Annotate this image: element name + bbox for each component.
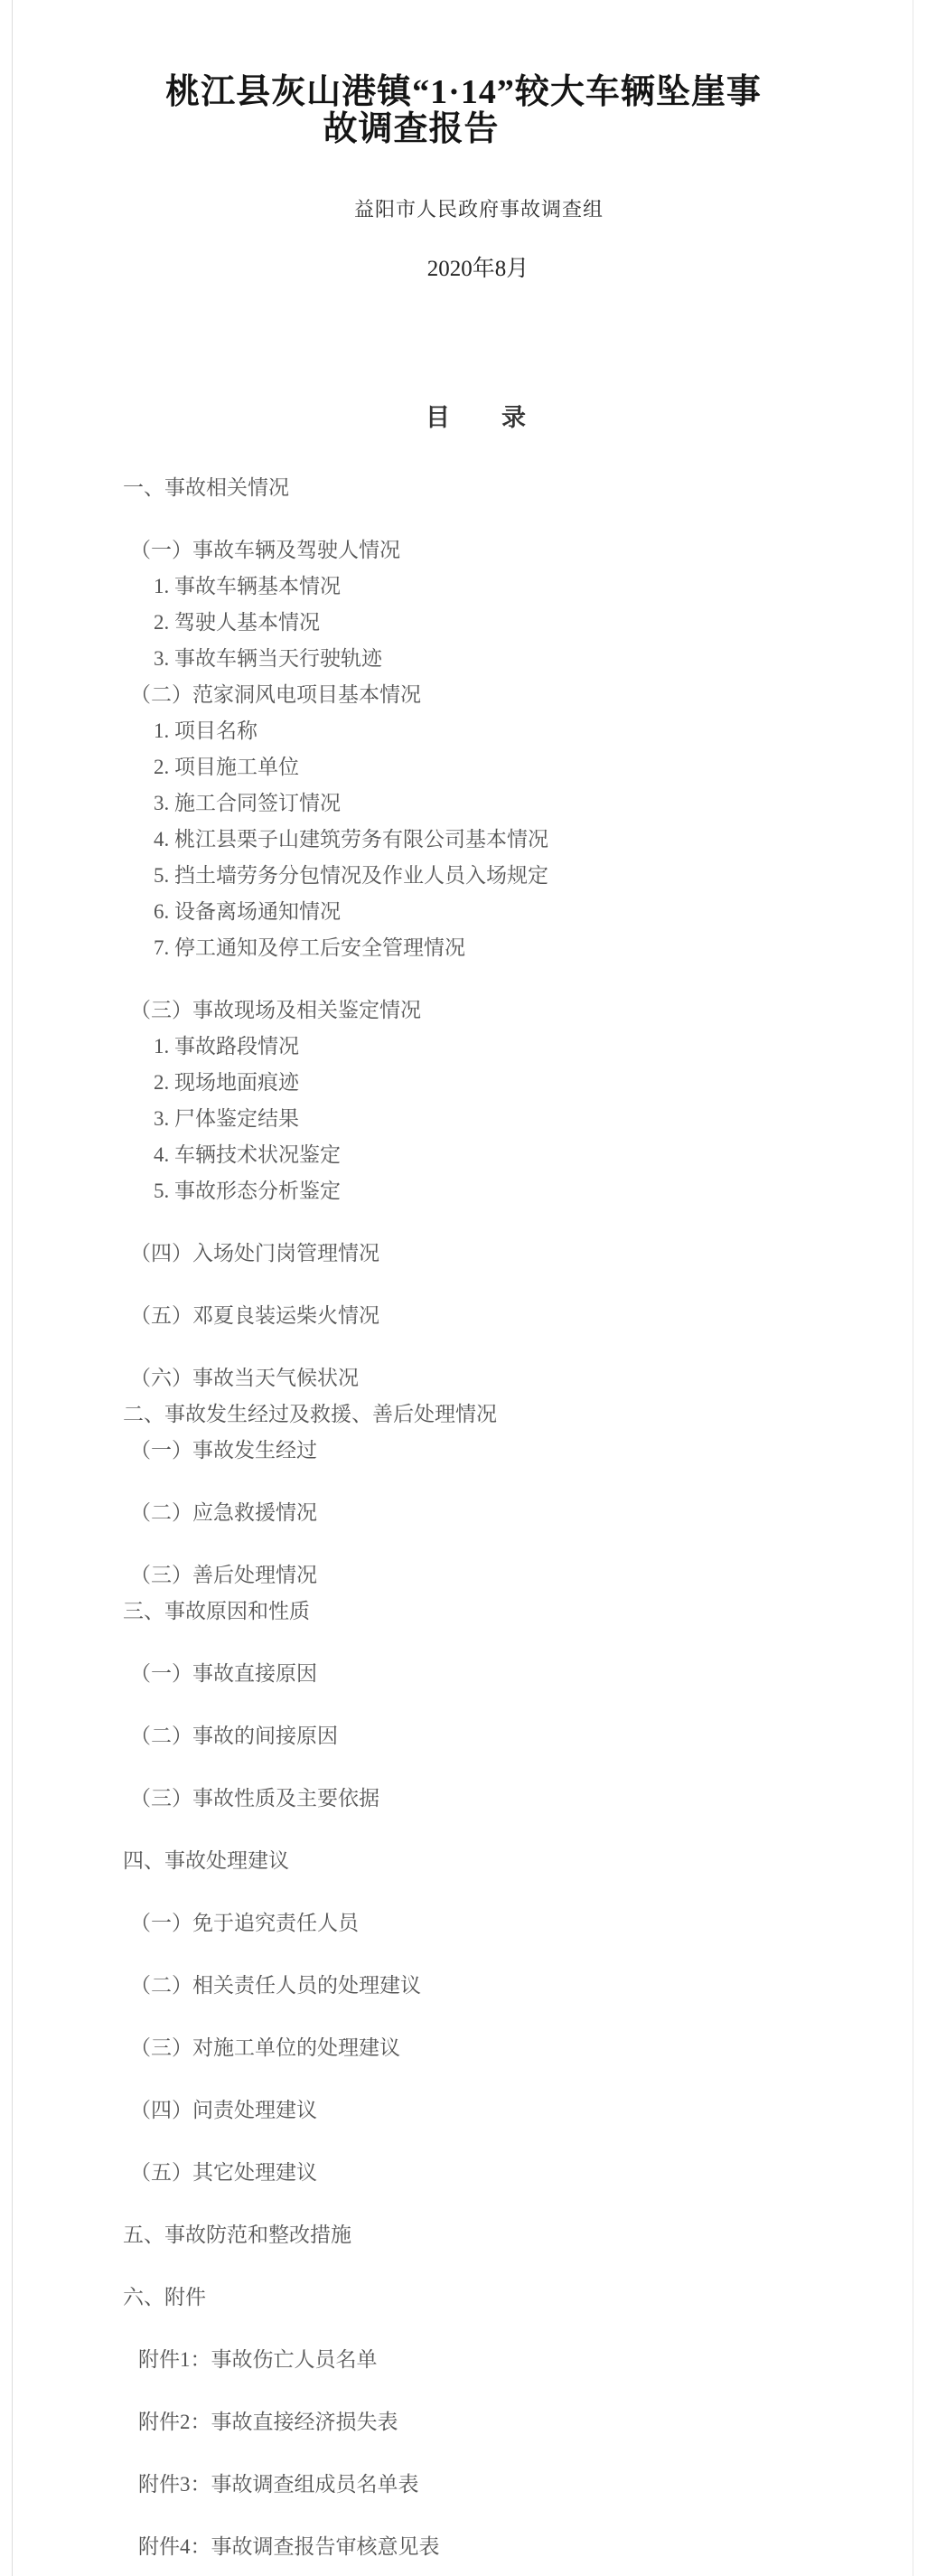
toc-entry: （三）对施工单位的处理建议 (130, 2036, 400, 2059)
toc-entry: 6. 设备离场通知情况 (154, 900, 341, 923)
toc-entry: 3. 事故车辆当天行驶轨迹 (154, 647, 382, 670)
toc-entry: （六）事故当天气候状况 (130, 1367, 359, 1389)
toc-entry: （五）邓夏良装运柴火情况 (130, 1304, 379, 1327)
report-title-line2: 故调查报告 (323, 110, 500, 148)
toc-entry: 四、事故处理建议 (123, 1849, 289, 1872)
toc-entry: 1. 项目名称 (154, 719, 258, 742)
report-title (0, 74, 927, 148)
toc-entry: 1. 事故车辆基本情况 (154, 575, 341, 597)
toc-entry: （二）事故的间接原因 (130, 1725, 338, 1747)
toc-entry: 5. 挡土墙劳务分包情况及作业人员入场规定 (154, 864, 548, 887)
toc-entry: 附件4：事故调查报告审核意见表 (138, 2535, 440, 2558)
toc-entry: （三）善后处理情况 (130, 1564, 317, 1586)
toc-entry: 一、事故相关情况 (123, 476, 289, 499)
toc-entry: （三）事故性质及主要依据 (130, 1787, 379, 1810)
toc-entry: 3. 施工合同签订情况 (154, 792, 341, 814)
toc-entry: 2. 项目施工单位 (154, 756, 299, 778)
toc-entry: 五、事故防范和整改措施 (123, 2223, 351, 2246)
toc-heading: 目 录 (426, 404, 527, 431)
toc-entry: 4. 车辆技术状况鉴定 (154, 1143, 341, 1166)
report-date: 2020年8月 (426, 257, 529, 281)
toc-entry: 二、事故发生经过及救援、善后处理情况 (123, 1403, 497, 1425)
toc-entry: 附件1：事故伤亡人员名单 (138, 2348, 378, 2371)
toc-entry: （二）范家洞风电项目基本情况 (130, 683, 421, 706)
toc-entry: 4. 桃江县栗子山建筑劳务有限公司基本情况 (154, 828, 548, 851)
toc-entry: （四）问责处理建议 (130, 2099, 317, 2121)
toc-entry: （二）应急救援情况 (130, 1501, 317, 1524)
toc-entry: （一）免于追究责任人员 (130, 1912, 359, 1934)
toc-entry: 5. 事故形态分析鉴定 (154, 1180, 341, 1202)
toc-entry: 三、事故原因和性质 (123, 1600, 310, 1622)
report-author: 益阳市人民政府事故调查组 (353, 198, 604, 221)
toc-entry: 3. 尸体鉴定结果 (154, 1107, 299, 1130)
toc-entry: （四）入场处门岗管理情况 (130, 1242, 379, 1264)
toc-entry: 附件3：事故调查组成员名单表 (138, 2473, 419, 2496)
toc-entry: （一）事故车辆及驾驶人情况 (130, 539, 400, 561)
toc-entry: 1. 事故路段情况 (154, 1035, 299, 1058)
toc-entry: （二）相关责任人员的处理建议 (130, 1974, 421, 1997)
toc-entry: 2. 现场地面痕迹 (154, 1071, 299, 1094)
toc-entry: 7. 停工通知及停工后安全管理情况 (154, 936, 465, 959)
toc-entry: （五）其它处理建议 (130, 2161, 317, 2184)
toc-entry: 六、附件 (123, 2286, 206, 2308)
toc-entry: 附件2：事故直接经济损失表 (138, 2411, 398, 2433)
toc-entry: （一）事故发生经过 (130, 1439, 317, 1462)
toc-list (0, 475, 927, 2561)
toc-entry: （三）事故现场及相关鉴定情况 (130, 999, 421, 1021)
report-title-line1: 桃江县灰山港镇“1·14”较大车辆坠崖事 (165, 73, 762, 111)
toc-entry: （一）事故直接原因 (130, 1662, 317, 1685)
toc-entry: 2. 驾驶人基本情况 (154, 611, 320, 634)
